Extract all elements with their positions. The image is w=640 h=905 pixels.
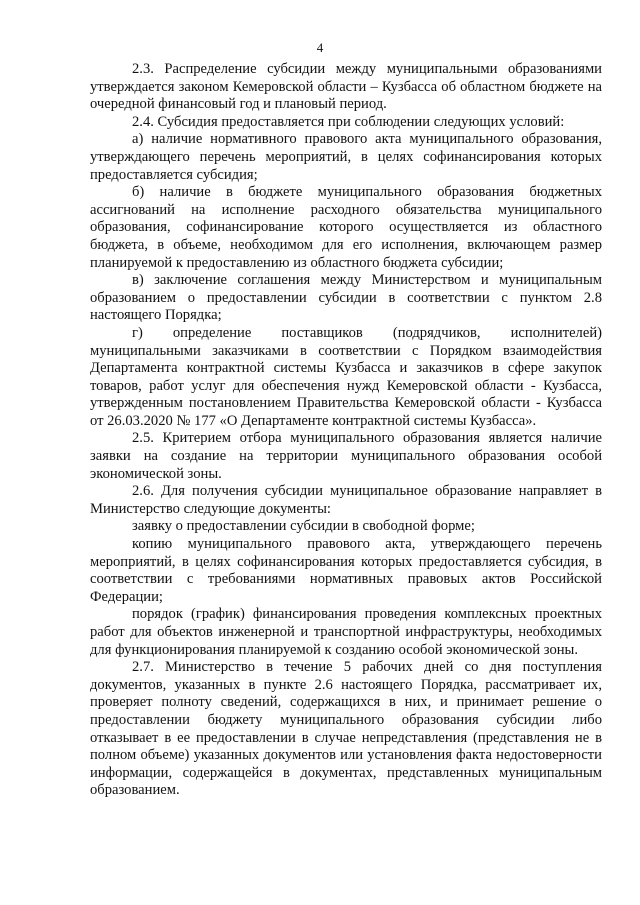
paragraph-2-4-v: в) заключение соглашения между Министерством и муниципальным образованием о предоставлении субсидии в соответствии с пунктом 2.8 настоящего Порядка;	[90, 272, 602, 324]
paragraph-2-4-a: а) наличие нормативного правового акта муниципального образования, утверждающего перечень мероприятий, в целях софинансирования которых предоставляется субсидия;	[90, 131, 602, 183]
paragraph-2-7: 2.7. Министерство в течение 5 рабочих дней со дня поступления документов, указанных в пункте 2.6 настоящего Порядка, рассматривает их, проверяет полноту сведений, содержащихся в них, и принимает решение о предоставлении бюджету муниципального образования субсидии либо отказывает в ее предоставлении в случае непредставления (представления не в полном объеме) указанных документов или установления факта недостоверности информации, содержащейся в документах, представленных муниципальным образованием.	[90, 659, 602, 799]
paragraph-2-6: 2.6. Для получения субсидии муниципальное образование направляет в Министерство следующие документы:	[90, 483, 602, 517]
paragraph-2-3: 2.3. Распределение субсидии между муниципальными образованиями утверждается законом Кемеровской области – Кузбасса об областном бюджете на очередной финансовый год и плановый период.	[90, 61, 602, 113]
document-body	[90, 61, 602, 800]
paragraph-2-4-g: г) определение поставщиков (подрядчиков, исполнителей) муниципальными заказчиками в соответствии с Порядком взаимодействия Департамента контрактной системы Кузбасса и заказчиков в сфере закупок товаров, работ услуг для обеспечения нужд Кемеровской области - Кузбасса, утвержденным постановлением Правительства Кемеровской области - Кузбасса от 26.03.2020 № 177 «О Департаменте контрактной системы Кузбасса».	[90, 324, 602, 429]
paragraph-2-4-b: б) наличие в бюджете муниципального образования бюджетных ассигнований на исполнение расходного обязательства муниципального образования, софинансирование которого осуществляется из областного бюджета, в объеме, необходимом для его исполнения, включающем размер планируемой к предоставлению из областного бюджета субсидии;	[90, 184, 602, 271]
paragraph-2-4: 2.4. Субсидия предоставляется при соблюдении следующих условий:	[132, 113, 565, 130]
page-number: 4	[316, 40, 324, 55]
paragraph-2-6-item-2: копию муниципального правового акта, утверждающего перечень мероприятий, в целях софинансирования которых предоставляется субсидия, в соответствии с требованиями нормативных правовых актов Российской Федерации;	[90, 536, 602, 605]
paragraph-2-5: 2.5. Критерием отбора муниципального образования является наличие заявки на создание на территории муниципального образования особой экономической зоны.	[90, 430, 602, 482]
paragraph-2-6-item-3: порядок (график) финансирования проведения комплексных проектных работ для объектов инженерной и транспортной инфраструктуры, необходимых для функционирования планируемой к созданию особой экономической зоны.	[90, 606, 602, 658]
paragraph-2-6-item-1: заявку о предоставлении субсидии в свободной форме;	[132, 518, 475, 535]
